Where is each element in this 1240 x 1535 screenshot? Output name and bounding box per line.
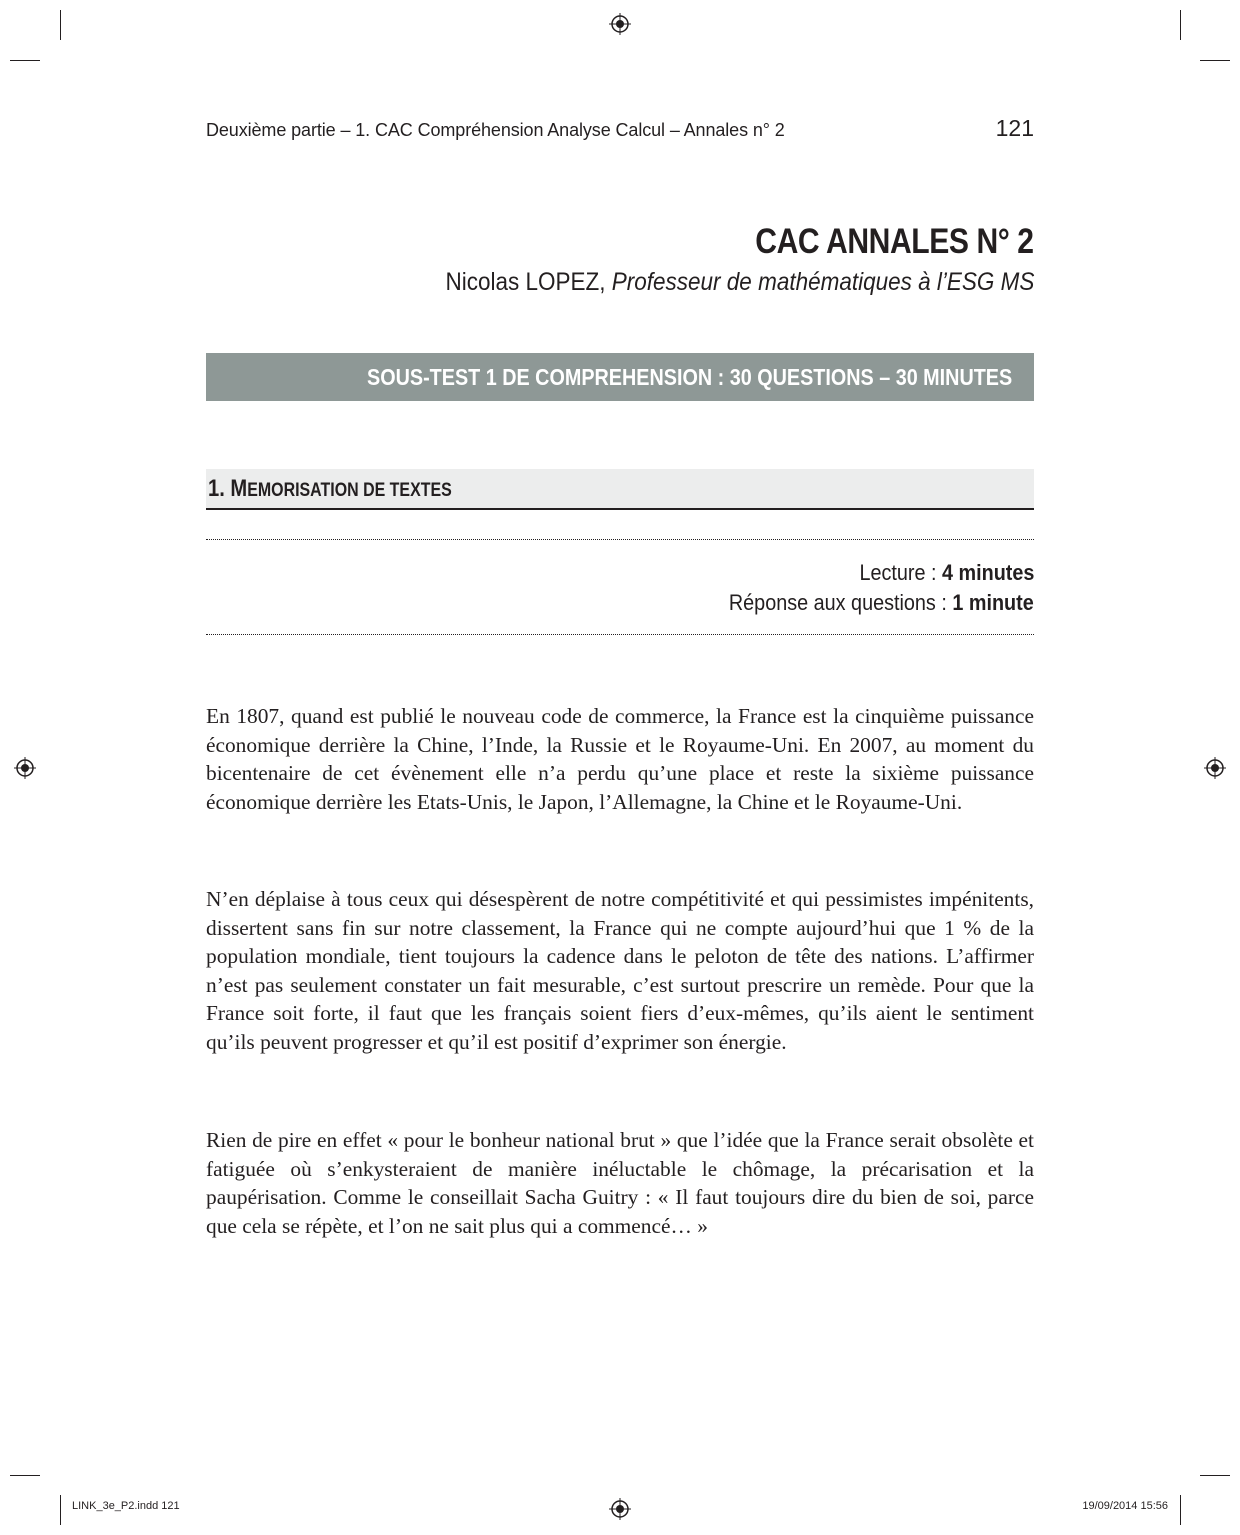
section-number: 1. M bbox=[208, 475, 248, 502]
author-line bbox=[445, 268, 1034, 297]
section-title bbox=[208, 475, 452, 503]
crop-mark bbox=[1180, 1495, 1181, 1525]
crop-mark bbox=[1200, 60, 1230, 61]
paragraph: En 1807, quand est publié le nouveau code de commerce, la France est la cinquième puissance économique derrière la Chine, l’Inde, la Russie et le Royaume-Uni. En 2007, au moment du bicentenaire de cet évènement elle n’a perdu qu’une place et reste la sixième puissance économique derrière les Etats-Unis, le Japon, l’Allemagne, la Chine et le Royaume-Uni. bbox=[206, 704, 1034, 814]
running-header bbox=[206, 117, 1034, 147]
timing-reading-value: 4 minutes bbox=[941, 560, 1034, 585]
author-name: Nicolas LOPEZ, bbox=[445, 268, 612, 296]
section-title-rest: EMORISATION DE TEXTES bbox=[247, 480, 452, 501]
crop-mark bbox=[1200, 1475, 1230, 1476]
registration-mark-icon bbox=[609, 13, 631, 35]
author-role: Professeur de mathématiques à l’ESG MS bbox=[611, 268, 1034, 296]
crop-mark bbox=[10, 60, 40, 61]
registration-mark-icon bbox=[1204, 757, 1226, 779]
footer-file-slug: LINK_3e_P2.indd 121 bbox=[72, 1500, 180, 1512]
crop-mark bbox=[10, 1475, 40, 1476]
subtest-label: SOUS-TEST 1 DE COMPREHENSION : 30 QUESTIONS – 30 MINUTES bbox=[366, 364, 1012, 390]
dotted-divider bbox=[206, 539, 1034, 540]
section-heading bbox=[206, 469, 1034, 510]
timing-reading bbox=[859, 560, 1034, 586]
crop-mark bbox=[1180, 10, 1181, 40]
timing-answer-label: Réponse aux questions : bbox=[729, 590, 953, 615]
timing-answer bbox=[729, 590, 1034, 616]
page-number: 121 bbox=[995, 115, 1034, 141]
subtest-banner bbox=[206, 353, 1034, 401]
running-title: Deuxième partie – 1. CAC Compréhension Analyse Calcul – Annales n° 2 bbox=[206, 120, 785, 140]
registration-mark-icon bbox=[609, 1498, 631, 1520]
footer-date-slug: 19/09/2014 15:56 bbox=[1082, 1500, 1168, 1512]
paragraph: N’en déplaise à tous ceux qui désespèrent de notre compétitivité et qui pessimistes impénitents, dissertent sans fin sur notre classement, la France qui ne compte aujourd’hui que 1 % de la population mondiale, tient toujours la cadence dans le peloton de tête des nations. L’affirmer n’est pas seulement constater un fait mesurable, c’est surtout prescrire un remède. Pour que la France soit forte, il faut que les français soient fiers d’eux-mêmes, qu’ils aient le sentiment qu’ils peuvent progresser et qu’il est positif d’exprimer son énergie. bbox=[206, 887, 1034, 1054]
page-title: CAC ANNALES N° 2 bbox=[755, 222, 1034, 261]
crop-mark bbox=[60, 1495, 61, 1525]
dotted-divider bbox=[206, 634, 1034, 635]
crop-mark bbox=[60, 10, 61, 40]
registration-mark-icon bbox=[14, 757, 36, 779]
paragraph: Rien de pire en effet « pour le bonheur national brut » que l’idée que la France serait obsolète et fatiguée où s’enkysteraient de manière inéluctable le chômage, la précarisation et la paupérisation. Comme le conseillait Sacha Guitry : « Il faut toujours dire du bien de soi, parce que cela se répète, et l’on ne sait plus qui a commencé… » bbox=[206, 1128, 1034, 1238]
timing-reading-label: Lecture : bbox=[859, 560, 942, 585]
timing-answer-value: 1 minute bbox=[952, 590, 1034, 615]
